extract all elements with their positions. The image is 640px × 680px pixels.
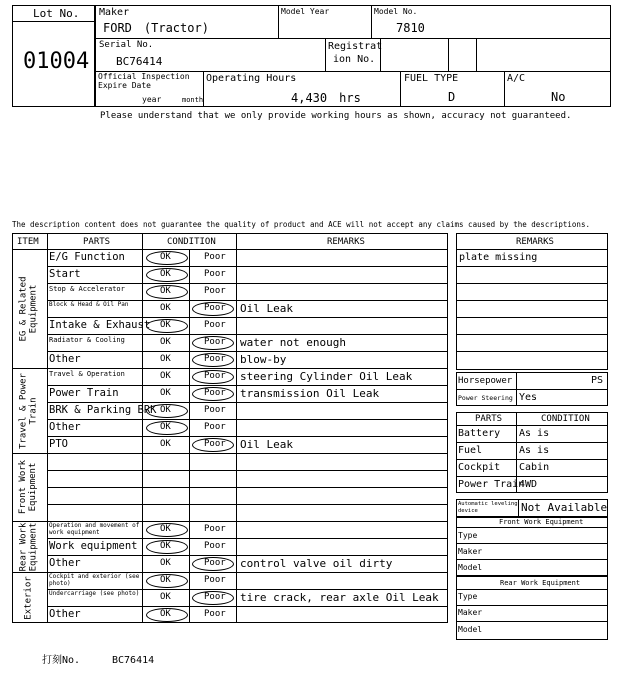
model-no-value: 7810 — [396, 21, 425, 35]
hours-value: 4,430 hrs — [291, 91, 361, 105]
group-label: Front Work Equipment — [18, 459, 38, 515]
ok-option[interactable]: OK — [160, 540, 171, 551]
front-type-label: Type — [458, 531, 478, 540]
power-steering-value: Yes — [519, 392, 538, 403]
horsepower-unit: PS — [591, 375, 604, 386]
rear-maker-label: Maker — [458, 608, 483, 617]
side-part-value: As is — [519, 445, 550, 456]
poor-option[interactable]: Poor — [204, 438, 226, 449]
part-label: Work equipment — [49, 539, 138, 552]
side-remarks-header: REMARKS — [516, 237, 554, 247]
group-label: EG & Related Equipment — [18, 275, 38, 342]
ok-selected-circle — [146, 421, 188, 435]
ok-option[interactable]: OK — [160, 591, 171, 602]
maker-value: FORD (Tractor) — [103, 21, 209, 35]
side-parts-header: PARTS — [475, 414, 503, 424]
ok-selected-circle — [146, 285, 188, 299]
ok-option[interactable]: OK — [160, 523, 171, 534]
poor-option[interactable]: Poor — [204, 251, 226, 262]
lot-number: 01004 — [23, 49, 90, 74]
side-part-value: As is — [519, 428, 550, 439]
poor-selected-circle — [192, 336, 234, 350]
poor-option[interactable]: Poor — [204, 285, 226, 296]
ok-option[interactable]: OK — [160, 370, 171, 381]
hours-label: Operating Hours — [206, 73, 297, 84]
fuel-label: FUEL TYPE — [404, 73, 459, 84]
remark-text: Oil Leak — [240, 437, 293, 451]
rear-type-label: Type — [458, 592, 478, 601]
part-label: Other — [49, 607, 81, 620]
auto-level-label: Automatic leveling — [458, 501, 518, 507]
poor-selected-circle — [192, 557, 234, 571]
poor-option[interactable]: Poor — [204, 557, 226, 568]
lot-label: Lot No. — [33, 7, 80, 20]
item-header: ITEM — [17, 237, 39, 247]
month-label: month — [182, 96, 204, 104]
part-label: Radiator & Cooling — [49, 335, 125, 344]
side-part-label: Power Train — [458, 479, 525, 490]
group-label: Exterior — [23, 575, 34, 620]
side-part-label: Fuel — [458, 445, 483, 456]
fuel-value: D — [448, 90, 456, 104]
disclaimer: The description content does not guarantee the quality of product and ACE will not accept any claims caused by the descriptions. — [12, 220, 590, 229]
part-label: Cockpit and exterior (see photo) — [49, 573, 140, 587]
ok-option[interactable]: OK — [160, 557, 171, 568]
part-label: Other — [49, 352, 81, 365]
poor-option[interactable]: Poor — [204, 608, 226, 619]
year-label: year — [142, 95, 162, 104]
auto-level-value: Not Available — [521, 501, 608, 514]
ok-option[interactable]: OK — [160, 251, 171, 262]
remark-text: transmission Oil Leak — [240, 386, 380, 400]
ok-selected-circle — [146, 523, 188, 537]
part-label: Undercarriage (see photo) — [49, 590, 140, 597]
side-remark-line: plate missing — [459, 252, 538, 263]
ok-option[interactable]: OK — [160, 353, 171, 364]
ok-option[interactable]: OK — [160, 421, 171, 432]
side-part-label: Battery — [458, 428, 501, 439]
poor-option[interactable]: Poor — [204, 370, 226, 381]
ok-selected-circle — [146, 268, 188, 282]
poor-selected-circle — [192, 353, 234, 367]
serial-label: Serial No. — [99, 40, 154, 50]
ok-selected-circle — [146, 319, 188, 333]
poor-option[interactable]: Poor — [204, 540, 226, 551]
poor-option[interactable]: Poor — [204, 523, 226, 534]
inspection-label-2: Expire Date — [98, 81, 151, 90]
ac-value: No — [551, 90, 566, 104]
poor-option[interactable]: Poor — [204, 302, 226, 313]
ac-label: A/C — [507, 73, 526, 84]
ok-option[interactable]: OK — [160, 387, 171, 398]
serial-value: BC76414 — [116, 55, 163, 68]
remark-text: blow-by — [240, 352, 287, 366]
remark-text: control valve oil dirty — [240, 556, 393, 570]
horsepower-label: Horsepower — [458, 376, 513, 386]
part-label: Power Train — [49, 386, 119, 399]
ok-option[interactable]: OK — [160, 574, 171, 585]
poor-option[interactable]: Poor — [204, 387, 226, 398]
poor-option[interactable]: Poor — [204, 353, 226, 364]
part-label: Other — [49, 420, 81, 433]
ok-option[interactable]: OK — [160, 319, 171, 330]
part-label: Other — [49, 556, 81, 569]
model-year-label: Model Year — [281, 7, 330, 16]
poor-option[interactable]: Poor — [204, 268, 226, 279]
group-label: Travel & Power Train — [18, 372, 38, 449]
inspection-label: Official Inspection — [98, 72, 190, 81]
poor-selected-circle — [192, 438, 234, 452]
remark-text: tire crack, rear axle Oil Leak — [240, 590, 439, 604]
part-label: Block & Head & Oil Pan — [49, 301, 129, 308]
part-label: Start — [49, 267, 81, 280]
hours-note: Please understand that we only provide working hours as shown, accuracy not guaranteed. — [100, 111, 572, 121]
poor-option[interactable]: Poor — [204, 336, 226, 347]
model-no-label: Model No. — [374, 7, 418, 16]
stamp-label: 打刻No. — [42, 655, 81, 666]
condition-header: CONDITION — [167, 237, 216, 247]
remark-text: Oil Leak — [240, 301, 293, 315]
part-label: PTO — [49, 437, 68, 450]
side-part-label: Cockpit — [458, 462, 501, 473]
registration-label-2: ion No. — [333, 54, 376, 65]
side-part-value: Cabin — [519, 462, 550, 473]
part-label: Travel & Operation — [49, 369, 125, 378]
group-label: Rear Work Equipment — [18, 522, 38, 571]
poor-selected-circle — [192, 302, 234, 316]
ok-selected-circle — [146, 404, 188, 418]
part-label: BRK & Parking BRK — [49, 403, 157, 416]
ok-option[interactable]: OK — [160, 302, 171, 313]
front-model-label: Model — [458, 563, 483, 572]
ok-selected-circle — [146, 574, 188, 588]
maker-label: Maker — [99, 7, 130, 18]
part-label: E/G Function — [49, 250, 125, 263]
side-condition-header: CONDITION — [541, 414, 590, 424]
part-label: Stop & Accelerator — [49, 284, 125, 293]
poor-option[interactable]: Poor — [204, 574, 226, 585]
ok-selected-circle — [146, 608, 188, 622]
front-maker-label: Maker — [458, 547, 483, 556]
rear-model-label: Model — [458, 625, 483, 634]
ok-option[interactable]: OK — [160, 438, 171, 449]
poor-selected-circle — [192, 370, 234, 384]
part-label: Intake & Exhaust — [49, 318, 151, 331]
remarks-header: REMARKS — [327, 237, 365, 247]
ok-option[interactable]: OK — [160, 608, 171, 619]
poor-selected-circle — [192, 591, 234, 605]
poor-option[interactable]: Poor — [204, 319, 226, 330]
parts-header: PARTS — [83, 237, 111, 247]
ok-option[interactable]: OK — [160, 404, 171, 415]
front-work-header: Front Work Equipment — [499, 518, 584, 526]
rear-work-header: Rear Work Equipment — [500, 579, 581, 587]
remark-text: steering Cylinder Oil Leak — [240, 369, 413, 383]
poor-option[interactable]: Poor — [204, 404, 226, 415]
ok-selected-circle — [146, 251, 188, 265]
ok-option[interactable]: OK — [160, 268, 171, 279]
power-steering-label: Power Steering — [458, 394, 513, 402]
part-label: Operation and movement of work equipment — [49, 522, 140, 536]
ok-option[interactable]: OK — [160, 336, 171, 347]
poor-option[interactable]: Poor — [204, 421, 226, 432]
poor-option[interactable]: Poor — [204, 591, 226, 602]
side-part-value: 4WD — [519, 479, 538, 490]
remark-text: water not enough — [240, 335, 346, 349]
auto-level-label-2: device — [458, 508, 478, 514]
registration-label: Registrat — [328, 41, 383, 52]
stamp-value: BC76414 — [112, 655, 155, 666]
ok-option[interactable]: OK — [160, 285, 171, 296]
poor-selected-circle — [192, 387, 234, 401]
ok-selected-circle — [146, 540, 188, 554]
